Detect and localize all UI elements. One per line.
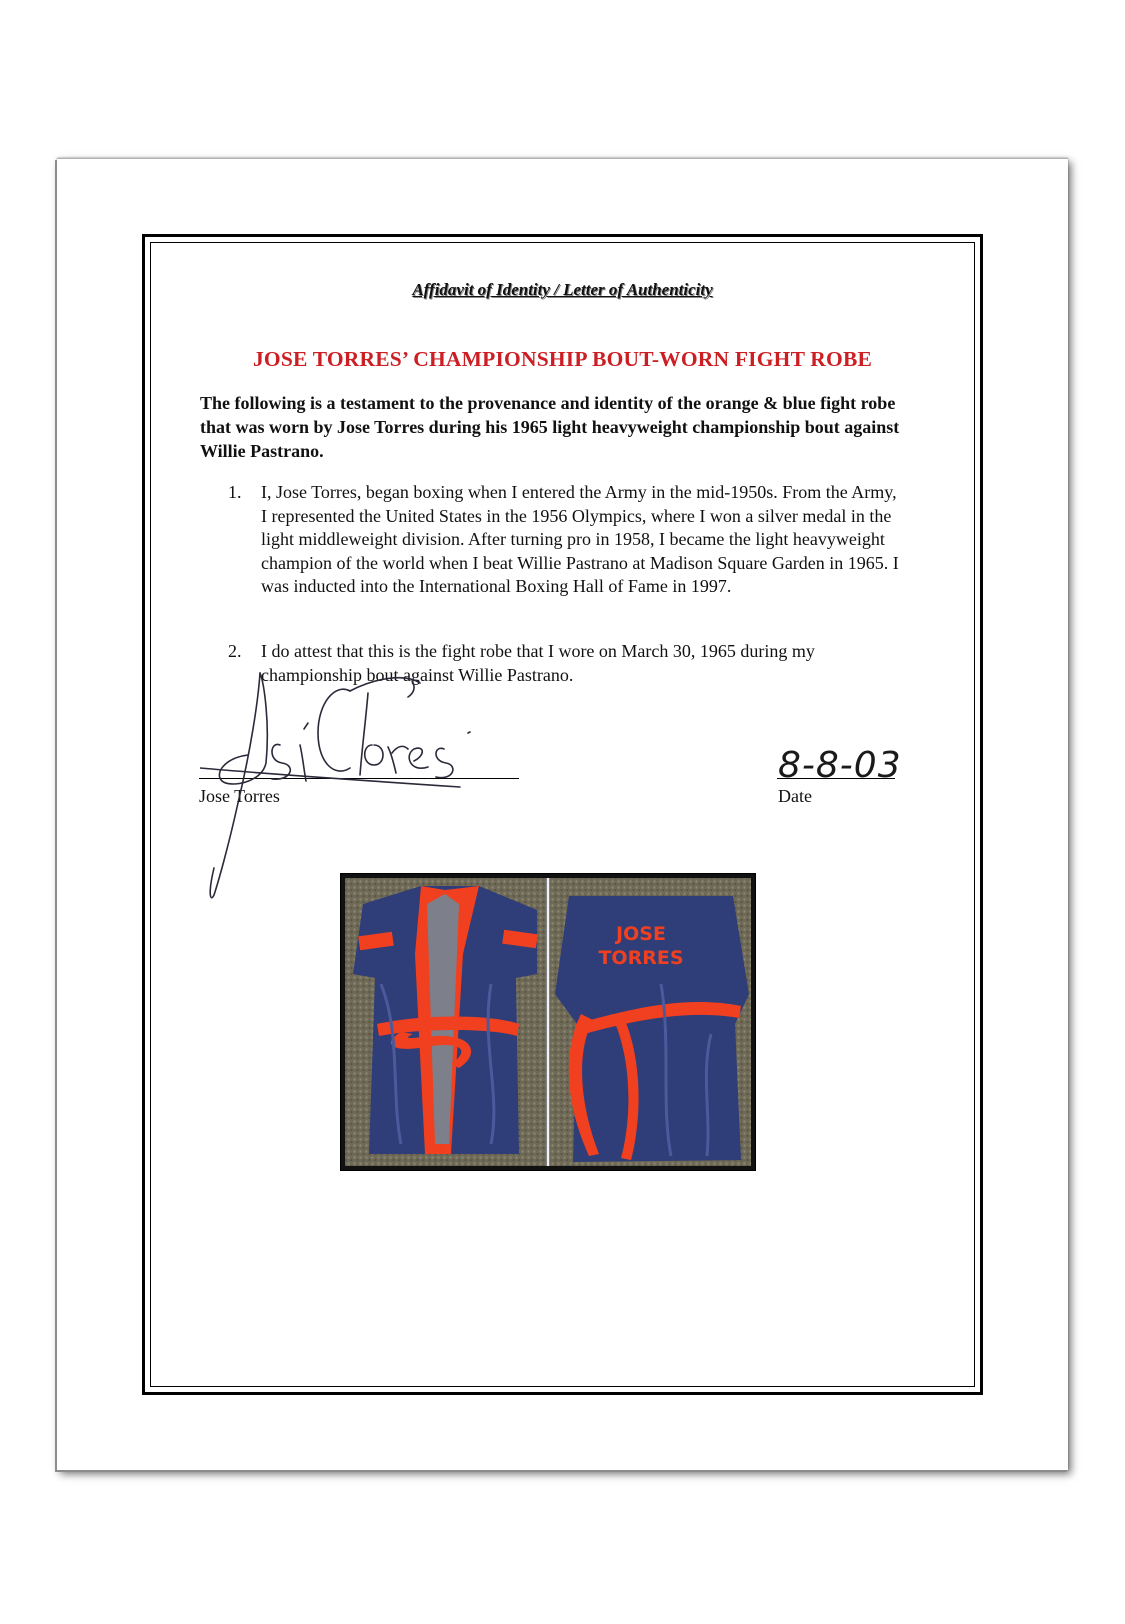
intro-paragraph: The following is a testament to the provenance and identity of the orange & blue fight robe that was worn by Jose Torres during his 1965 light heavyweight championship bout against Willie Pastrano.: [200, 393, 900, 461]
robe-back: [555, 896, 749, 1162]
document-border: [142, 234, 983, 1395]
document-sheet: [57, 158, 1068, 1470]
date-label: Date: [778, 786, 812, 806]
list-item: [228, 481, 901, 599]
signature-label: Jose Torres: [199, 786, 280, 806]
document-title: JOSE TORRES’ CHAMPIONSHIP BOUT-WORN FIGHT ROBE: [252, 347, 873, 371]
robe-photo: [340, 873, 756, 1171]
robe-lettering-first: JOSE: [616, 923, 666, 945]
robe-front: [353, 886, 538, 1154]
handwritten-date: 8-8-03: [778, 745, 902, 786]
list-item-text: I do attest that this is the fight robe that I wore on March 30, 1965 during my championship bout against Willie Pastrano.: [261, 641, 815, 685]
list-item-number: 2.: [228, 641, 242, 661]
robe-lettering-last: TORRES: [598, 947, 684, 969]
document-heading: Affidavit of Identity / Letter of Authenticity: [412, 280, 713, 299]
list-item-text: I, Jose Torres, began boxing when I entered the Army in the mid-1950s. From the Army, I represented the United States in the 1956 Olympics, where I won a silver medal in the light middleweight division. After turning pro in 1958, I became the light heavyweight champion of the world when I beat Willie Pastrano at Madison Square Garden in 1965. I was inducted into the International Boxing Hall of Fame in 1997.: [261, 482, 899, 596]
list-item-number: 1.: [228, 482, 242, 502]
